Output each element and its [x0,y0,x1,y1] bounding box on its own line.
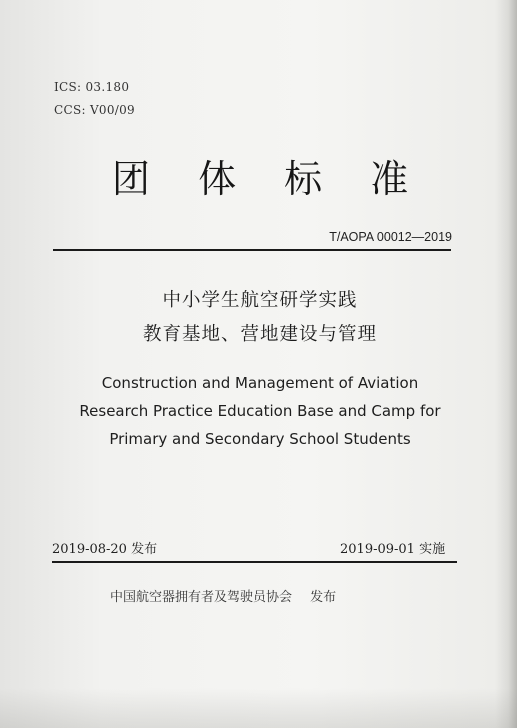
page-bottom-shadow [0,688,517,728]
issuing-body [110,586,410,605]
title-en-line-3: Primary and Secondary School Students [109,430,411,448]
title-cn-line-2: 教育基地、营地建设与管理 [142,324,377,345]
ccs-code: CCS: V00/09 [54,103,135,117]
document-type-heading: 团 体 标 准 [112,157,427,201]
implement-date: 2019-09-01 实施 [340,542,446,557]
issuer-action: 发布 [310,590,337,605]
bottom-divider [52,561,457,563]
standard-number: T/AOPA 00012—2019 [329,230,452,244]
ics-code: ICS: 03.180 [54,80,130,94]
page-edge-shadow [495,0,517,728]
issuer-name: 中国航空器拥有者及驾驶员协会 [110,590,293,605]
title-en-line-2: Research Practice Education Base and Camp for [79,402,441,420]
publish-date: 2019-08-20 发布 [52,542,158,557]
top-divider [53,249,451,251]
title-cn-line-1: 中小学生航空研学实践 [162,290,358,311]
title-en-line-1: Construction and Management of Aviation [101,374,419,392]
